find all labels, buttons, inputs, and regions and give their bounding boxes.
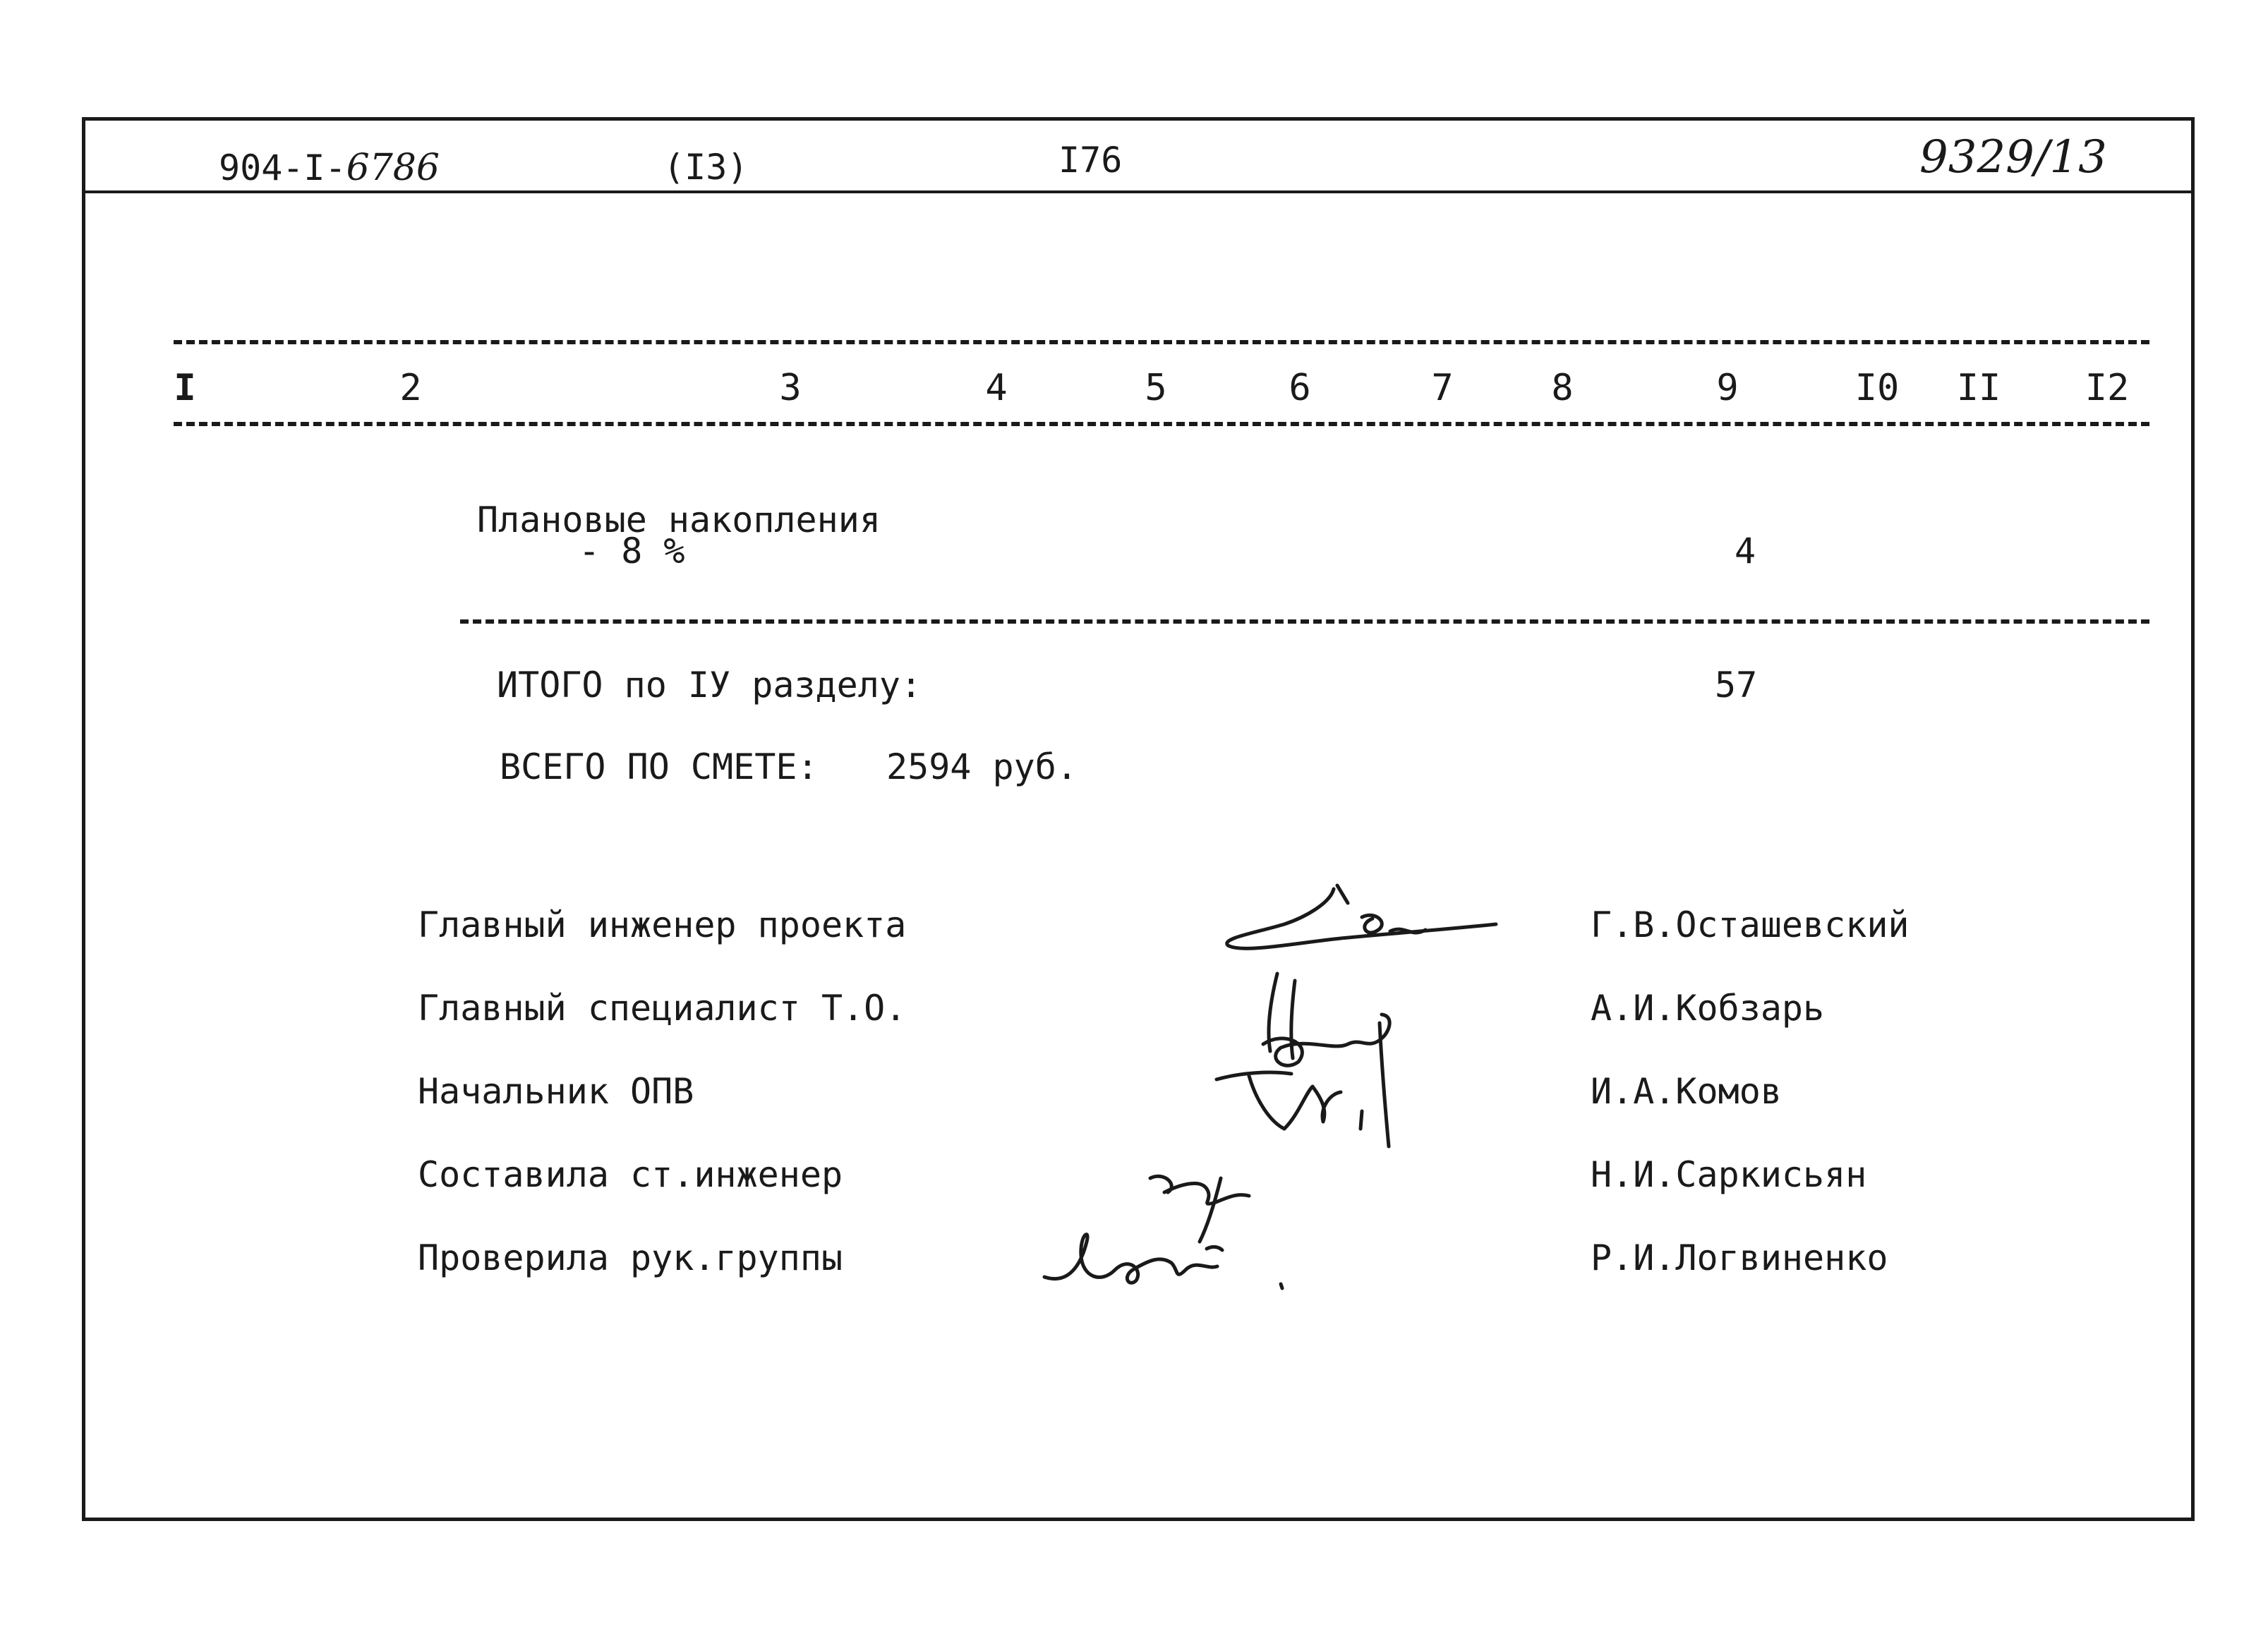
column-top-rule — [174, 340, 2149, 344]
signature-chief-specialist — [1200, 959, 1440, 1157]
planned-savings-label: Плановые накопления — [477, 499, 881, 540]
section-total-label: ИТОГО по IУ разделу: — [497, 665, 922, 706]
column-number: 3 — [779, 367, 802, 409]
signature-compiler-and-reviewer — [1037, 1164, 1320, 1305]
column-number: I0 — [1854, 367, 1900, 409]
planned-savings-value: 4 — [1735, 531, 1756, 571]
column-number: I2 — [2085, 367, 2130, 409]
subtotal-rule — [460, 619, 2149, 624]
column-number: II — [1956, 367, 2001, 409]
archive-number: 9329/13 — [1919, 131, 2107, 183]
header-rule — [82, 190, 2195, 193]
column-number: 5 — [1145, 367, 1167, 409]
column-bottom-rule — [174, 422, 2149, 426]
series-handwritten: 6786 — [346, 147, 440, 189]
signature-chief-engineer — [1200, 875, 1510, 974]
signatory-name: И.А.Комов — [1591, 1071, 1782, 1112]
grand-total-label: ВСЕГО ПО СМЕТЕ: — [500, 746, 819, 787]
signatory-position: Главный специалист Т.О. — [418, 988, 907, 1029]
signatory-position: Начальник ОПВ — [418, 1071, 694, 1112]
column-number: I — [174, 367, 196, 409]
grand-total-value: 2594 руб. — [886, 746, 1078, 787]
column-number: 6 — [1289, 367, 1311, 409]
document-series — [219, 147, 440, 189]
signatory-name: А.И.Кобзарь — [1591, 988, 1825, 1029]
page-number: I76 — [1058, 140, 1123, 181]
signatory-position: Проверила рук.группы — [418, 1237, 843, 1278]
signatory-position: Составила ст.инженер — [418, 1154, 843, 1195]
signatory-position: Главный инженер проекта — [418, 904, 907, 945]
column-number: 7 — [1431, 367, 1454, 409]
signatory-name: Р.И.Логвиненко — [1591, 1237, 1888, 1278]
planned-savings-rate: - 8 % — [579, 531, 685, 571]
column-number: 9 — [1716, 367, 1739, 409]
column-number: 2 — [399, 367, 422, 409]
page-frame — [82, 117, 2195, 1521]
signatory-name: Н.И.Саркисьян — [1591, 1154, 1867, 1195]
column-number: 8 — [1551, 367, 1574, 409]
document-part: (I3) — [663, 147, 749, 188]
signatory-name: Г.В.Осташевский — [1591, 904, 1910, 945]
column-number: 4 — [985, 367, 1008, 409]
section-total-value: 57 — [1715, 665, 1758, 706]
series-printed: 904-I- — [219, 147, 346, 188]
